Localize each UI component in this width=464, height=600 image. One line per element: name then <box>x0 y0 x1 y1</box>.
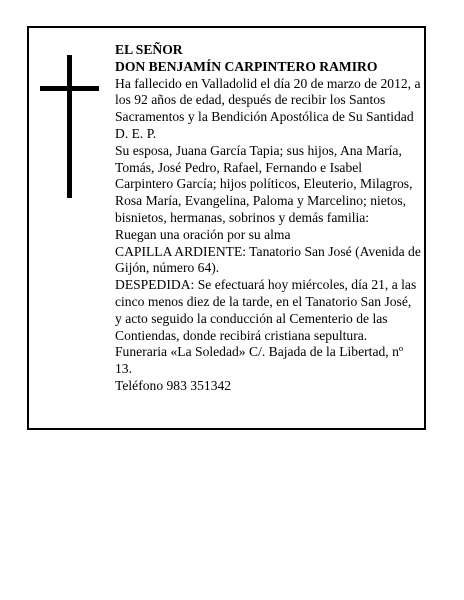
funeral-home: Funeraria «La Soledad» C/. Bajada de la Libertad, nº 13. <box>115 344 404 377</box>
prayer-request: Ruegan una oración por su alma <box>115 226 291 242</box>
cross-vertical-bar <box>67 55 72 198</box>
notice-body <box>115 42 421 395</box>
deceased-name: DON BENJAMÍN CARPINTERO RAMIRO <box>115 58 378 74</box>
cross-horizontal-bar <box>40 86 99 91</box>
farewell-info: DESPEDIDA: Se efectuará hoy miércoles, día 21, a las cinco menos diez de la tarde, en el Tanatorio San José, y acto seguido la conducción al Cementerio de las Contiendas, donde recibirá cristiana sepultura. <box>115 277 417 343</box>
dep-line: D. E. P. <box>115 125 157 141</box>
family-list: Su esposa, Juana García Tapia; sus hijos, Ana María, Tomás, José Pedro, Rafael, Fernando e Isabel Carpintero García; hijos políticos, Eleuterio, Milagros, Rosa María, Evangelina, Paloma y Marcelino; nietos, bisnietos, hermanas, sobrinos y demás familia: <box>115 142 413 225</box>
notice-title: EL SEÑOR <box>115 42 183 57</box>
chapel-info: CAPILLA ARDIENTE: Tanatorio San José (Avenida de Gijón, número 64). <box>115 243 421 276</box>
phone-number: Teléfono 983 351342 <box>115 377 232 393</box>
death-announcement: Ha fallecido en Valladolid el día 20 de marzo de 2012, a los 92 años de edad, después de recibir los Santos Sacramentos y la Bendición Apostólica de Su Santidad <box>115 75 421 125</box>
obituary-notice <box>27 26 426 430</box>
